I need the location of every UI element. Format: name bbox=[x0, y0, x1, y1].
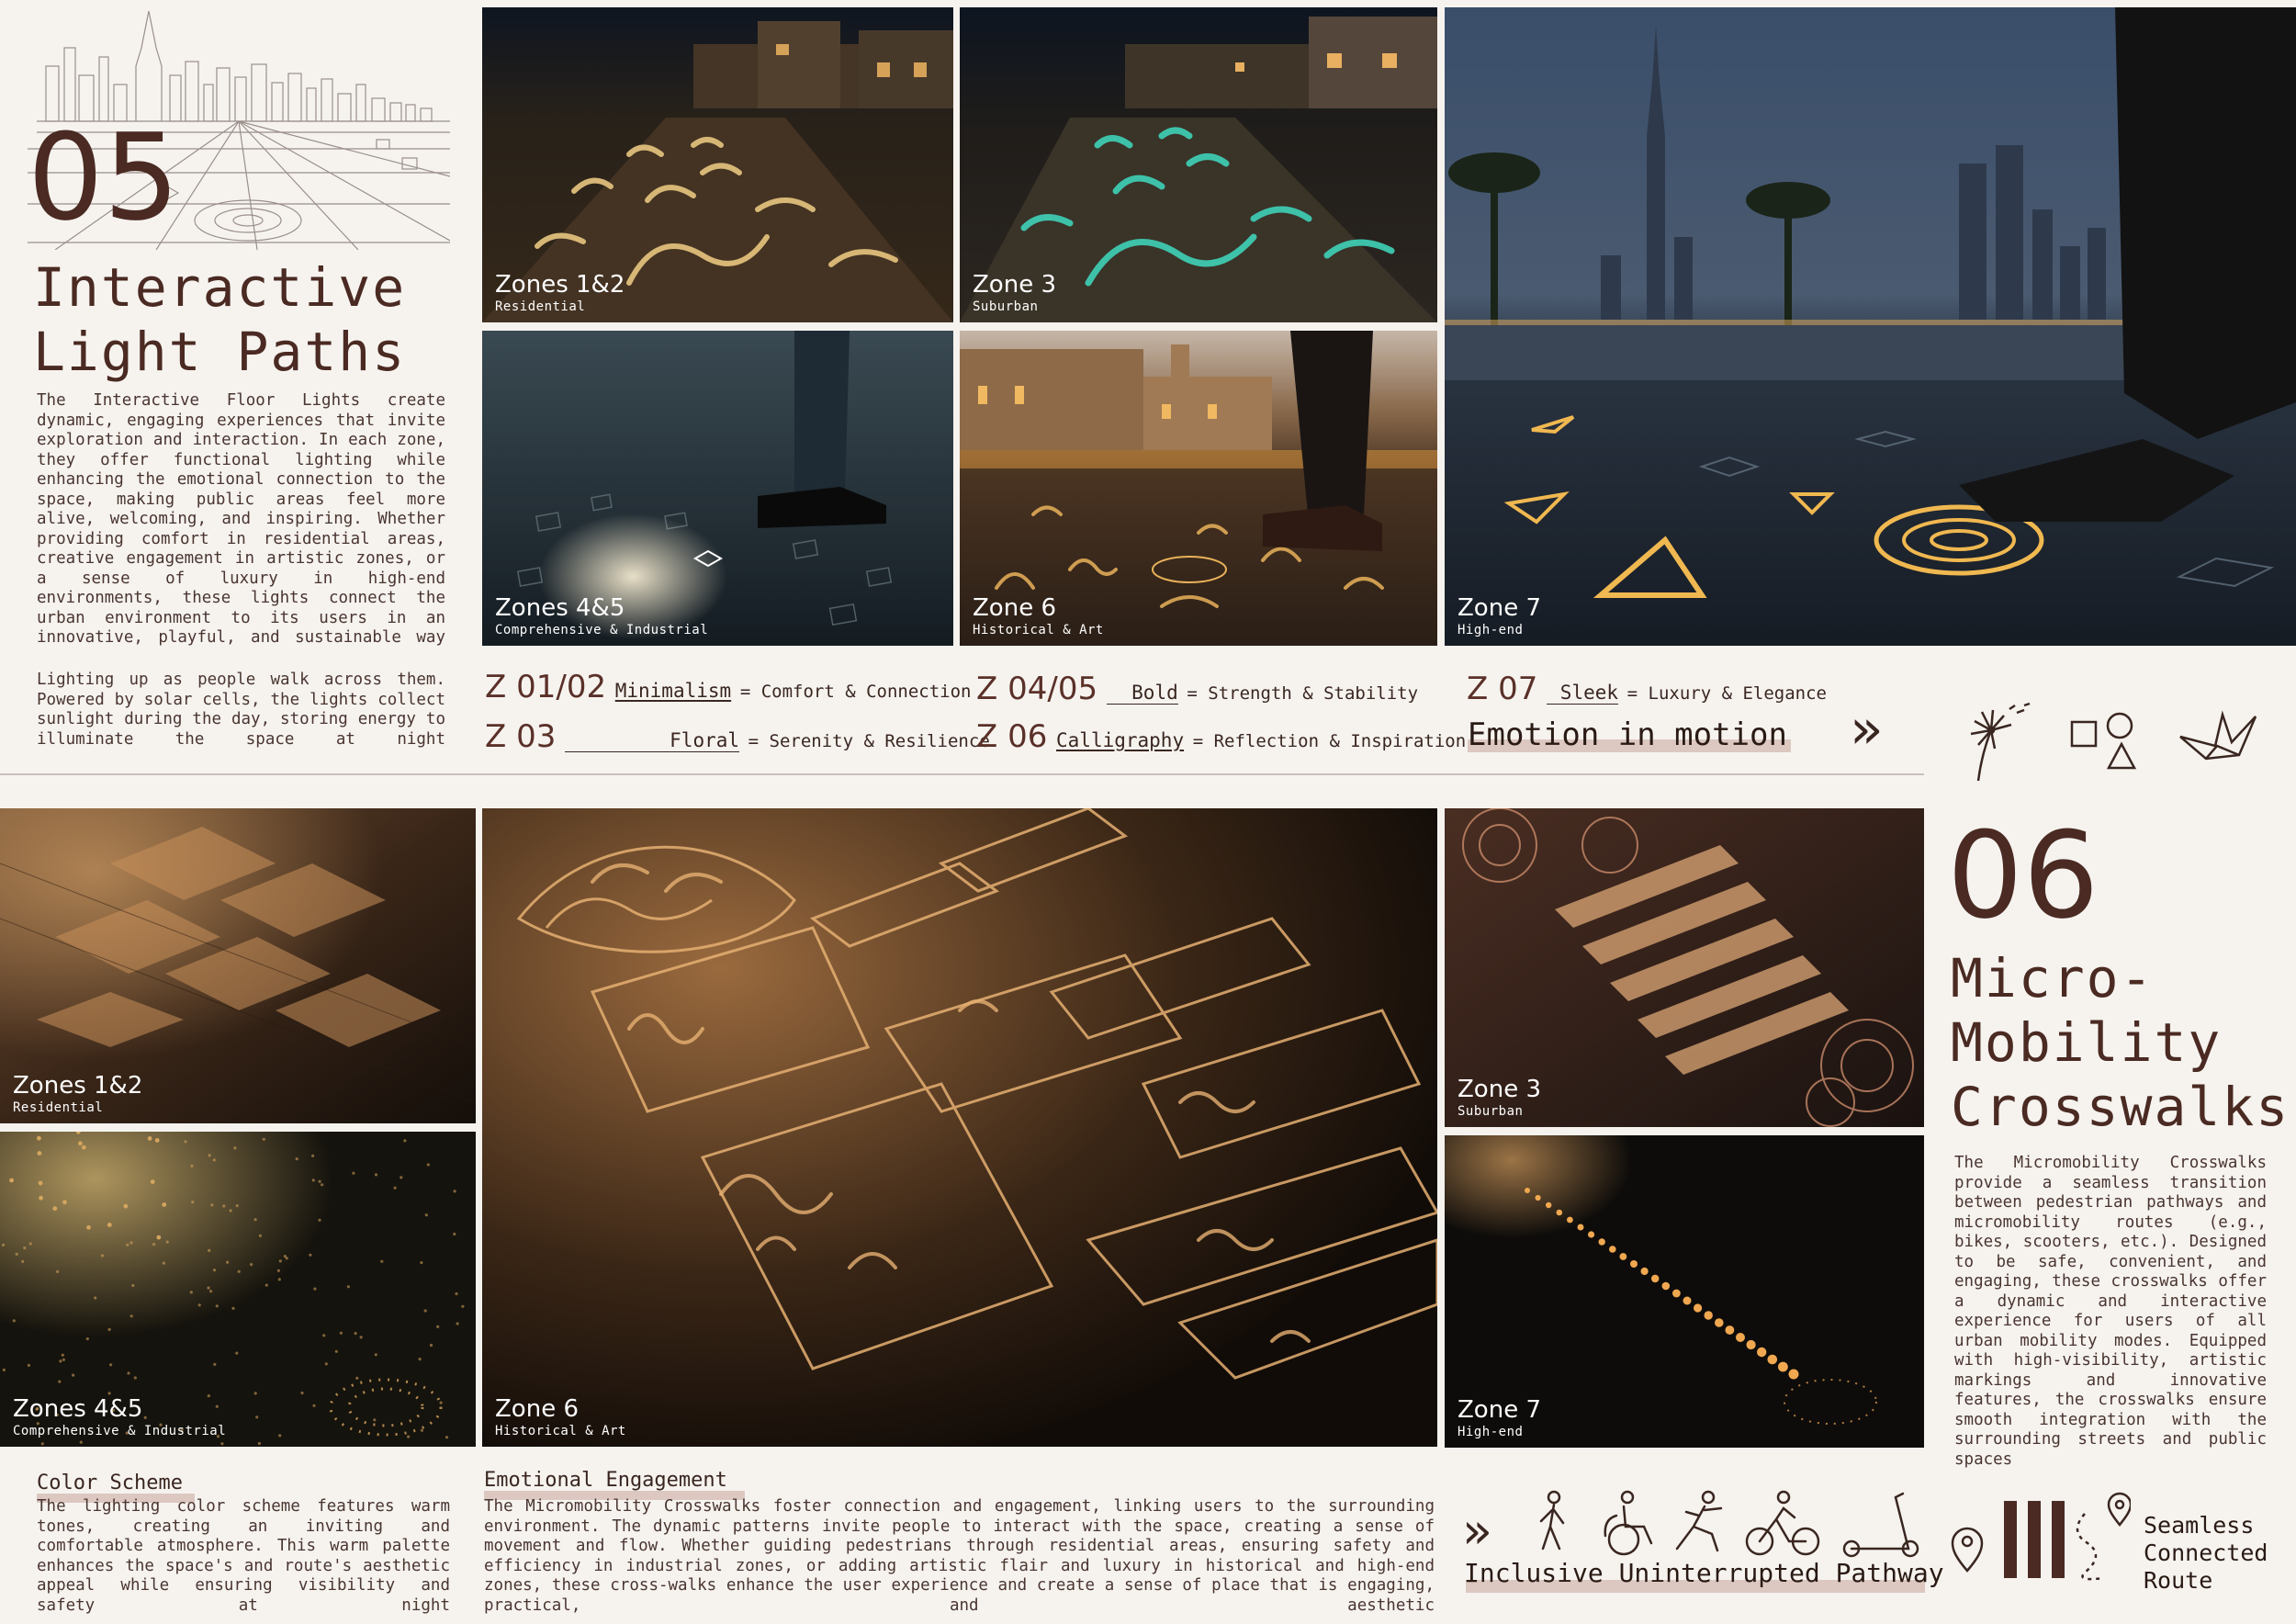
light-dot bbox=[220, 1442, 223, 1445]
bottom-tile-zones-1-2 bbox=[0, 808, 476, 1123]
light-dot bbox=[1567, 1217, 1573, 1224]
light-dot bbox=[375, 1353, 377, 1356]
color-scheme-body: The lighting color scheme features warm tones, creating an inviting and comfortable atmosphere. This warm palette enhances the space's and route's aesthetic appeal while ensuring visibility and safety at night bbox=[37, 1497, 450, 1615]
light-dot bbox=[208, 1154, 211, 1156]
inclusive-pathway-label: Inclusive Uninterrupted Pathway bbox=[1464, 1558, 1944, 1588]
legend-meaning: = Luxury & Elegance bbox=[1626, 683, 1827, 704]
light-dot bbox=[82, 1145, 86, 1150]
tile-zone-label: Zone 3 bbox=[973, 271, 1056, 299]
light-dot bbox=[166, 1241, 169, 1244]
light-dot bbox=[254, 1218, 257, 1221]
light-dot bbox=[360, 1336, 363, 1338]
light-dot bbox=[94, 1296, 96, 1299]
light-dot bbox=[1736, 1333, 1745, 1342]
section-divider bbox=[0, 773, 1924, 775]
legend-keyword: Minimalism bbox=[614, 680, 732, 702]
legend-meaning: = Strength & Stability bbox=[1187, 683, 1419, 704]
light-dot bbox=[250, 1263, 253, 1266]
light-dot bbox=[162, 1202, 166, 1207]
route-label-line3: Route bbox=[2144, 1567, 2213, 1594]
light-dot bbox=[238, 1270, 241, 1273]
light-dot bbox=[198, 1303, 201, 1306]
tile-zone-label: Zone 7 bbox=[1458, 594, 1541, 622]
section-05-body-2: Lighting up as people walk across them. Powered by solar cells, the lights collect sunlight during the day, storing energy to illuminate the space at night bbox=[37, 671, 445, 749]
legend-row-2 bbox=[485, 718, 990, 755]
light-dot bbox=[213, 1158, 216, 1161]
chevrons-icon: » bbox=[1462, 1502, 1493, 1560]
light-dot bbox=[440, 1402, 443, 1404]
light-dot bbox=[62, 1200, 67, 1204]
light-dot bbox=[309, 1254, 311, 1257]
light-dot bbox=[62, 1359, 65, 1361]
light-dot bbox=[230, 1209, 232, 1212]
emotional-engagement-body: The Micromobility Crosswalks foster connection and engagement, linking users to the surrounding environment. The dynamic patterns invite people to interact with the space, creating a sense of movement and flow. Whether guiding pedestrians through residential areas, ensuring safety and efficiency in industrial zones, or adding artistic flair and luxury in historical and high-end zones, these cross-walks enhance the user experience and create a sense of place that is engaging, practical, and aesthetic bbox=[484, 1497, 1435, 1615]
light-dot bbox=[86, 1337, 89, 1340]
legend-keyword: Floral bbox=[565, 729, 739, 752]
light-dot bbox=[16, 1253, 18, 1256]
light-dot bbox=[445, 1436, 448, 1438]
light-dot bbox=[456, 1322, 459, 1325]
legend-zone: Z 01/02 bbox=[485, 669, 607, 705]
legend-keyword: Calligraphy bbox=[1056, 729, 1185, 751]
light-dot bbox=[62, 1354, 64, 1357]
light-dot bbox=[233, 1146, 236, 1149]
light-dot bbox=[355, 1332, 357, 1335]
light-dot bbox=[2, 1244, 5, 1246]
section-06-title-line2: Mobility bbox=[1951, 1011, 2223, 1074]
light-dot bbox=[222, 1204, 225, 1207]
light-dot bbox=[259, 1235, 262, 1237]
tile-zone-sub: Suburban bbox=[973, 299, 1039, 314]
light-dot bbox=[86, 1225, 91, 1230]
light-dot bbox=[213, 1363, 216, 1366]
emotional-engagement-heading: Emotional Engagement bbox=[484, 1469, 727, 1492]
light-dot bbox=[39, 1181, 43, 1186]
light-dot bbox=[231, 1307, 234, 1310]
light-dot bbox=[184, 1140, 186, 1143]
section-05-title-line1: Interactive bbox=[33, 256, 407, 319]
light-dot bbox=[325, 1362, 328, 1365]
light-dot bbox=[1620, 1253, 1627, 1260]
top-tile-zone-7 bbox=[1445, 7, 2296, 646]
light-dot bbox=[37, 1136, 41, 1141]
light-dot bbox=[453, 1233, 456, 1235]
light-dot bbox=[1778, 1362, 1788, 1372]
light-dot bbox=[278, 1278, 281, 1280]
light-dot bbox=[123, 1204, 128, 1209]
emotion-in-motion-label: Emotion in motion bbox=[1468, 716, 1787, 753]
light-dot bbox=[355, 1377, 358, 1380]
wheelchair-icon bbox=[1605, 1492, 1651, 1554]
light-dot bbox=[207, 1287, 209, 1290]
light-dot bbox=[400, 1176, 402, 1179]
light-dot bbox=[1641, 1268, 1649, 1275]
light-dot bbox=[279, 1259, 282, 1262]
light-dot bbox=[424, 1309, 427, 1312]
route-icon bbox=[1947, 1488, 2131, 1589]
light-dot bbox=[155, 1138, 160, 1143]
light-dot bbox=[72, 1374, 74, 1377]
shapes-icon bbox=[2068, 709, 2142, 773]
light-dot bbox=[436, 1325, 439, 1328]
light-dot bbox=[109, 1363, 112, 1366]
light-dot bbox=[277, 1269, 280, 1272]
tile-zone-label: Zone 7 bbox=[1458, 1396, 1541, 1424]
pedestrian-icon bbox=[1541, 1492, 1563, 1549]
light-dot bbox=[1609, 1246, 1616, 1253]
light-dot bbox=[52, 1206, 57, 1211]
cyclist-icon bbox=[1747, 1492, 1818, 1554]
bottom-tile-zones-4-5 bbox=[0, 1132, 476, 1447]
light-dot bbox=[3, 1369, 6, 1371]
tile-zone-sub: High-end bbox=[1458, 623, 1524, 637]
light-dot bbox=[235, 1352, 238, 1355]
tile-zone-sub: Residential bbox=[495, 299, 586, 314]
light-dot bbox=[258, 1442, 261, 1445]
light-dot bbox=[78, 1141, 83, 1145]
light-dot bbox=[407, 1436, 410, 1438]
light-dot bbox=[1536, 1195, 1541, 1201]
light-dot bbox=[209, 1290, 212, 1292]
light-dot bbox=[427, 1163, 430, 1166]
light-dot bbox=[430, 1344, 433, 1347]
light-dot bbox=[1747, 1340, 1756, 1349]
section-06-number: 06 bbox=[1947, 806, 2099, 945]
light-dot bbox=[213, 1269, 216, 1271]
bottom-tile-zone-3 bbox=[1445, 808, 1924, 1127]
light-dot bbox=[347, 1285, 350, 1288]
top-tile-zones-4-5 bbox=[482, 331, 953, 646]
light-dot bbox=[126, 1244, 129, 1246]
light-dot bbox=[148, 1136, 152, 1141]
light-dot bbox=[335, 1350, 338, 1353]
light-dot bbox=[278, 1434, 281, 1437]
tile-zone-label: Zones 4&5 bbox=[495, 594, 625, 622]
light-dot bbox=[210, 1203, 213, 1206]
tile-zone-label: Zone 6 bbox=[973, 594, 1056, 622]
light-dot bbox=[421, 1429, 423, 1432]
tile-zone-sub: Suburban bbox=[1458, 1104, 1524, 1119]
light-dot bbox=[156, 1235, 161, 1240]
section-06-title-line3: Crosswalks bbox=[1951, 1076, 2290, 1138]
tile-zone-label: Zone 3 bbox=[1458, 1076, 1541, 1103]
light-dot bbox=[403, 1139, 406, 1142]
light-dot bbox=[284, 1255, 287, 1257]
legend-keyword: Bold bbox=[1107, 682, 1178, 705]
light-dot bbox=[107, 1223, 112, 1227]
light-dot bbox=[352, 1172, 355, 1175]
light-dot bbox=[380, 1260, 383, 1263]
light-dot bbox=[373, 1418, 376, 1421]
legend-keyword: Sleek bbox=[1547, 682, 1618, 705]
light-dot bbox=[1726, 1325, 1735, 1335]
light-dot bbox=[1672, 1290, 1681, 1298]
light-dot bbox=[1578, 1224, 1584, 1231]
light-dot bbox=[208, 1249, 210, 1252]
light-dot bbox=[28, 1364, 30, 1367]
light-dot bbox=[151, 1179, 155, 1184]
light-dot bbox=[1546, 1202, 1551, 1208]
legend-zone: Z 04/05 bbox=[976, 671, 1098, 707]
origami-bird-icon bbox=[2177, 709, 2259, 773]
light-dot bbox=[131, 1284, 134, 1287]
light-dot bbox=[312, 1404, 315, 1407]
light-dot bbox=[461, 1305, 464, 1308]
chevrons-icon: » bbox=[1850, 697, 1884, 761]
light-dot bbox=[1715, 1318, 1724, 1327]
light-dot bbox=[1630, 1260, 1638, 1268]
tile-zone-label: Zones 4&5 bbox=[13, 1395, 143, 1423]
light-dot bbox=[321, 1183, 323, 1186]
section-05-body: The Interactive Floor Lights create dynamic, engaging experiences that invite exploration and interaction. In each zone, they offer functional lighting while enhancing the emotional connection to the space, making public areas feel more alive, welcoming, and inspiring. Whether providing comfort in residential areas, creative engagement in artistic zones, or a sense of luxury in high-end environments, these lights connect the urban environment to its users in an innovative, playful, and sustainable way bbox=[37, 391, 445, 647]
route-label-line2: Connected bbox=[2144, 1539, 2268, 1566]
top-tile-zone-3 bbox=[960, 7, 1437, 322]
light-dot bbox=[394, 1187, 397, 1190]
light-dot bbox=[58, 1381, 61, 1383]
tile-zone-label: Zones 1&2 bbox=[495, 271, 625, 299]
light-dot bbox=[1599, 1238, 1605, 1245]
light-dot bbox=[9, 1179, 14, 1183]
light-dot bbox=[420, 1261, 422, 1264]
light-dot bbox=[425, 1213, 428, 1216]
section-06-body: The Micromobility Crosswalks provide a seamless transition between pedestrian pathways and micromobility routes (e.g., bikes, scooters, etc.). Designed to be safe, convenient, and engaging, these crosswalks offer a dynamic and interactive experience for users of all urban mobility modes. Equipped with high-visibility, artistic markings and innovative features, the crosswalks ensure smooth integration with the surrounding streets and public spaces bbox=[1954, 1154, 2267, 1469]
mobility-icons bbox=[1525, 1488, 1929, 1562]
legend-meaning: = Reflection & Inspiration bbox=[1192, 731, 1467, 751]
light-dot bbox=[163, 1262, 165, 1265]
light-dot bbox=[134, 1376, 137, 1379]
light-dot bbox=[312, 1179, 315, 1181]
legend-meaning: = Comfort & Connection bbox=[739, 682, 972, 702]
legend-row-5 bbox=[1467, 671, 1827, 707]
light-dot bbox=[23, 1246, 26, 1249]
light-dot bbox=[1757, 1348, 1766, 1357]
legend-row-3 bbox=[976, 671, 1418, 707]
light-dot bbox=[56, 1270, 59, 1273]
light-dot bbox=[190, 1165, 193, 1167]
light-dot bbox=[340, 1332, 343, 1335]
light-dot bbox=[80, 1441, 83, 1444]
tile-zone-label: Zones 1&2 bbox=[13, 1072, 143, 1100]
tile-zone-sub: High-end bbox=[1458, 1425, 1524, 1439]
legend-meaning: = Serenity & Resilience bbox=[748, 731, 990, 751]
top-tile-zones-1-2 bbox=[482, 7, 953, 322]
light-dot bbox=[226, 1261, 229, 1264]
light-dot bbox=[1694, 1303, 1702, 1312]
location-pin-icon bbox=[1953, 1528, 1982, 1571]
tile-zone-label: Zone 6 bbox=[495, 1395, 579, 1423]
light-dot bbox=[311, 1155, 314, 1157]
legend-row-1 bbox=[485, 669, 971, 705]
light-dot bbox=[1557, 1210, 1563, 1216]
light-dot bbox=[1683, 1297, 1692, 1305]
light-dot bbox=[152, 1243, 155, 1246]
light-dot bbox=[59, 1359, 62, 1362]
light-dot bbox=[21, 1260, 24, 1263]
light-dot bbox=[318, 1219, 321, 1222]
light-dot bbox=[375, 1173, 377, 1176]
light-dot bbox=[41, 1442, 44, 1445]
light-dot bbox=[313, 1288, 316, 1291]
light-dot bbox=[1651, 1275, 1659, 1282]
section-06-title-line1: Micro- bbox=[1951, 947, 2155, 1009]
light-dot bbox=[263, 1138, 265, 1141]
location-pin-icon bbox=[2109, 1494, 2131, 1525]
light-dot bbox=[191, 1201, 194, 1203]
light-dot bbox=[1768, 1355, 1778, 1365]
tile-zone-sub: Historical & Art bbox=[495, 1424, 626, 1438]
light-dot bbox=[455, 1292, 457, 1295]
light-dot bbox=[129, 1241, 132, 1244]
light-dot bbox=[319, 1180, 321, 1183]
light-dot bbox=[190, 1291, 193, 1293]
light-dot bbox=[29, 1242, 32, 1245]
route-label-line1: Seamless bbox=[2144, 1512, 2255, 1539]
light-dot bbox=[300, 1392, 303, 1394]
legend-row-4 bbox=[976, 718, 1466, 755]
light-dot bbox=[39, 1196, 43, 1201]
light-dot bbox=[296, 1157, 298, 1160]
tile-zone-sub: Comprehensive & Industrial bbox=[495, 623, 709, 637]
crosswalk-bars-icon bbox=[2004, 1501, 2065, 1578]
bottom-tile-zone-7 bbox=[1445, 1135, 1924, 1448]
light-dot bbox=[254, 1392, 257, 1394]
runner-icon bbox=[1677, 1492, 1721, 1551]
tile-zone-sub: Residential bbox=[13, 1100, 104, 1115]
light-dot bbox=[1525, 1188, 1530, 1193]
light-dot bbox=[454, 1190, 456, 1192]
legend-zone: Z 07 bbox=[1467, 671, 1538, 707]
light-dot bbox=[127, 1371, 129, 1374]
light-dot bbox=[38, 1151, 42, 1156]
top-tile-zone-6 bbox=[960, 331, 1437, 646]
light-dot bbox=[419, 1358, 422, 1360]
tile-zone-sub: Comprehensive & Industrial bbox=[13, 1424, 227, 1438]
section-05-number: 05 bbox=[28, 107, 180, 247]
light-dot bbox=[108, 1328, 111, 1331]
tile-zone-sub: Historical & Art bbox=[973, 623, 1104, 637]
bottom-tile-zone-6-calligraphy bbox=[482, 808, 1437, 1447]
legend-zone: Z 06 bbox=[976, 718, 1048, 755]
section-05-title-line2: Light Paths bbox=[33, 321, 407, 383]
color-scheme-heading: Color Scheme bbox=[37, 1472, 183, 1494]
light-dot bbox=[255, 1415, 258, 1418]
light-dot bbox=[265, 1284, 268, 1287]
dandelion-icon bbox=[1953, 700, 2035, 783]
scooter-icon bbox=[1844, 1494, 1918, 1556]
light-dot bbox=[216, 1304, 219, 1307]
light-dot bbox=[1662, 1282, 1671, 1291]
light-dot bbox=[1705, 1311, 1713, 1319]
legend-zone: Z 03 bbox=[485, 718, 557, 755]
light-dot bbox=[1789, 1370, 1799, 1380]
light-dot bbox=[322, 1334, 325, 1336]
light-dot bbox=[13, 1319, 16, 1322]
light-dot bbox=[1588, 1231, 1594, 1237]
light-dot bbox=[130, 1314, 133, 1317]
light-dot bbox=[236, 1204, 239, 1207]
light-dot bbox=[101, 1254, 104, 1257]
